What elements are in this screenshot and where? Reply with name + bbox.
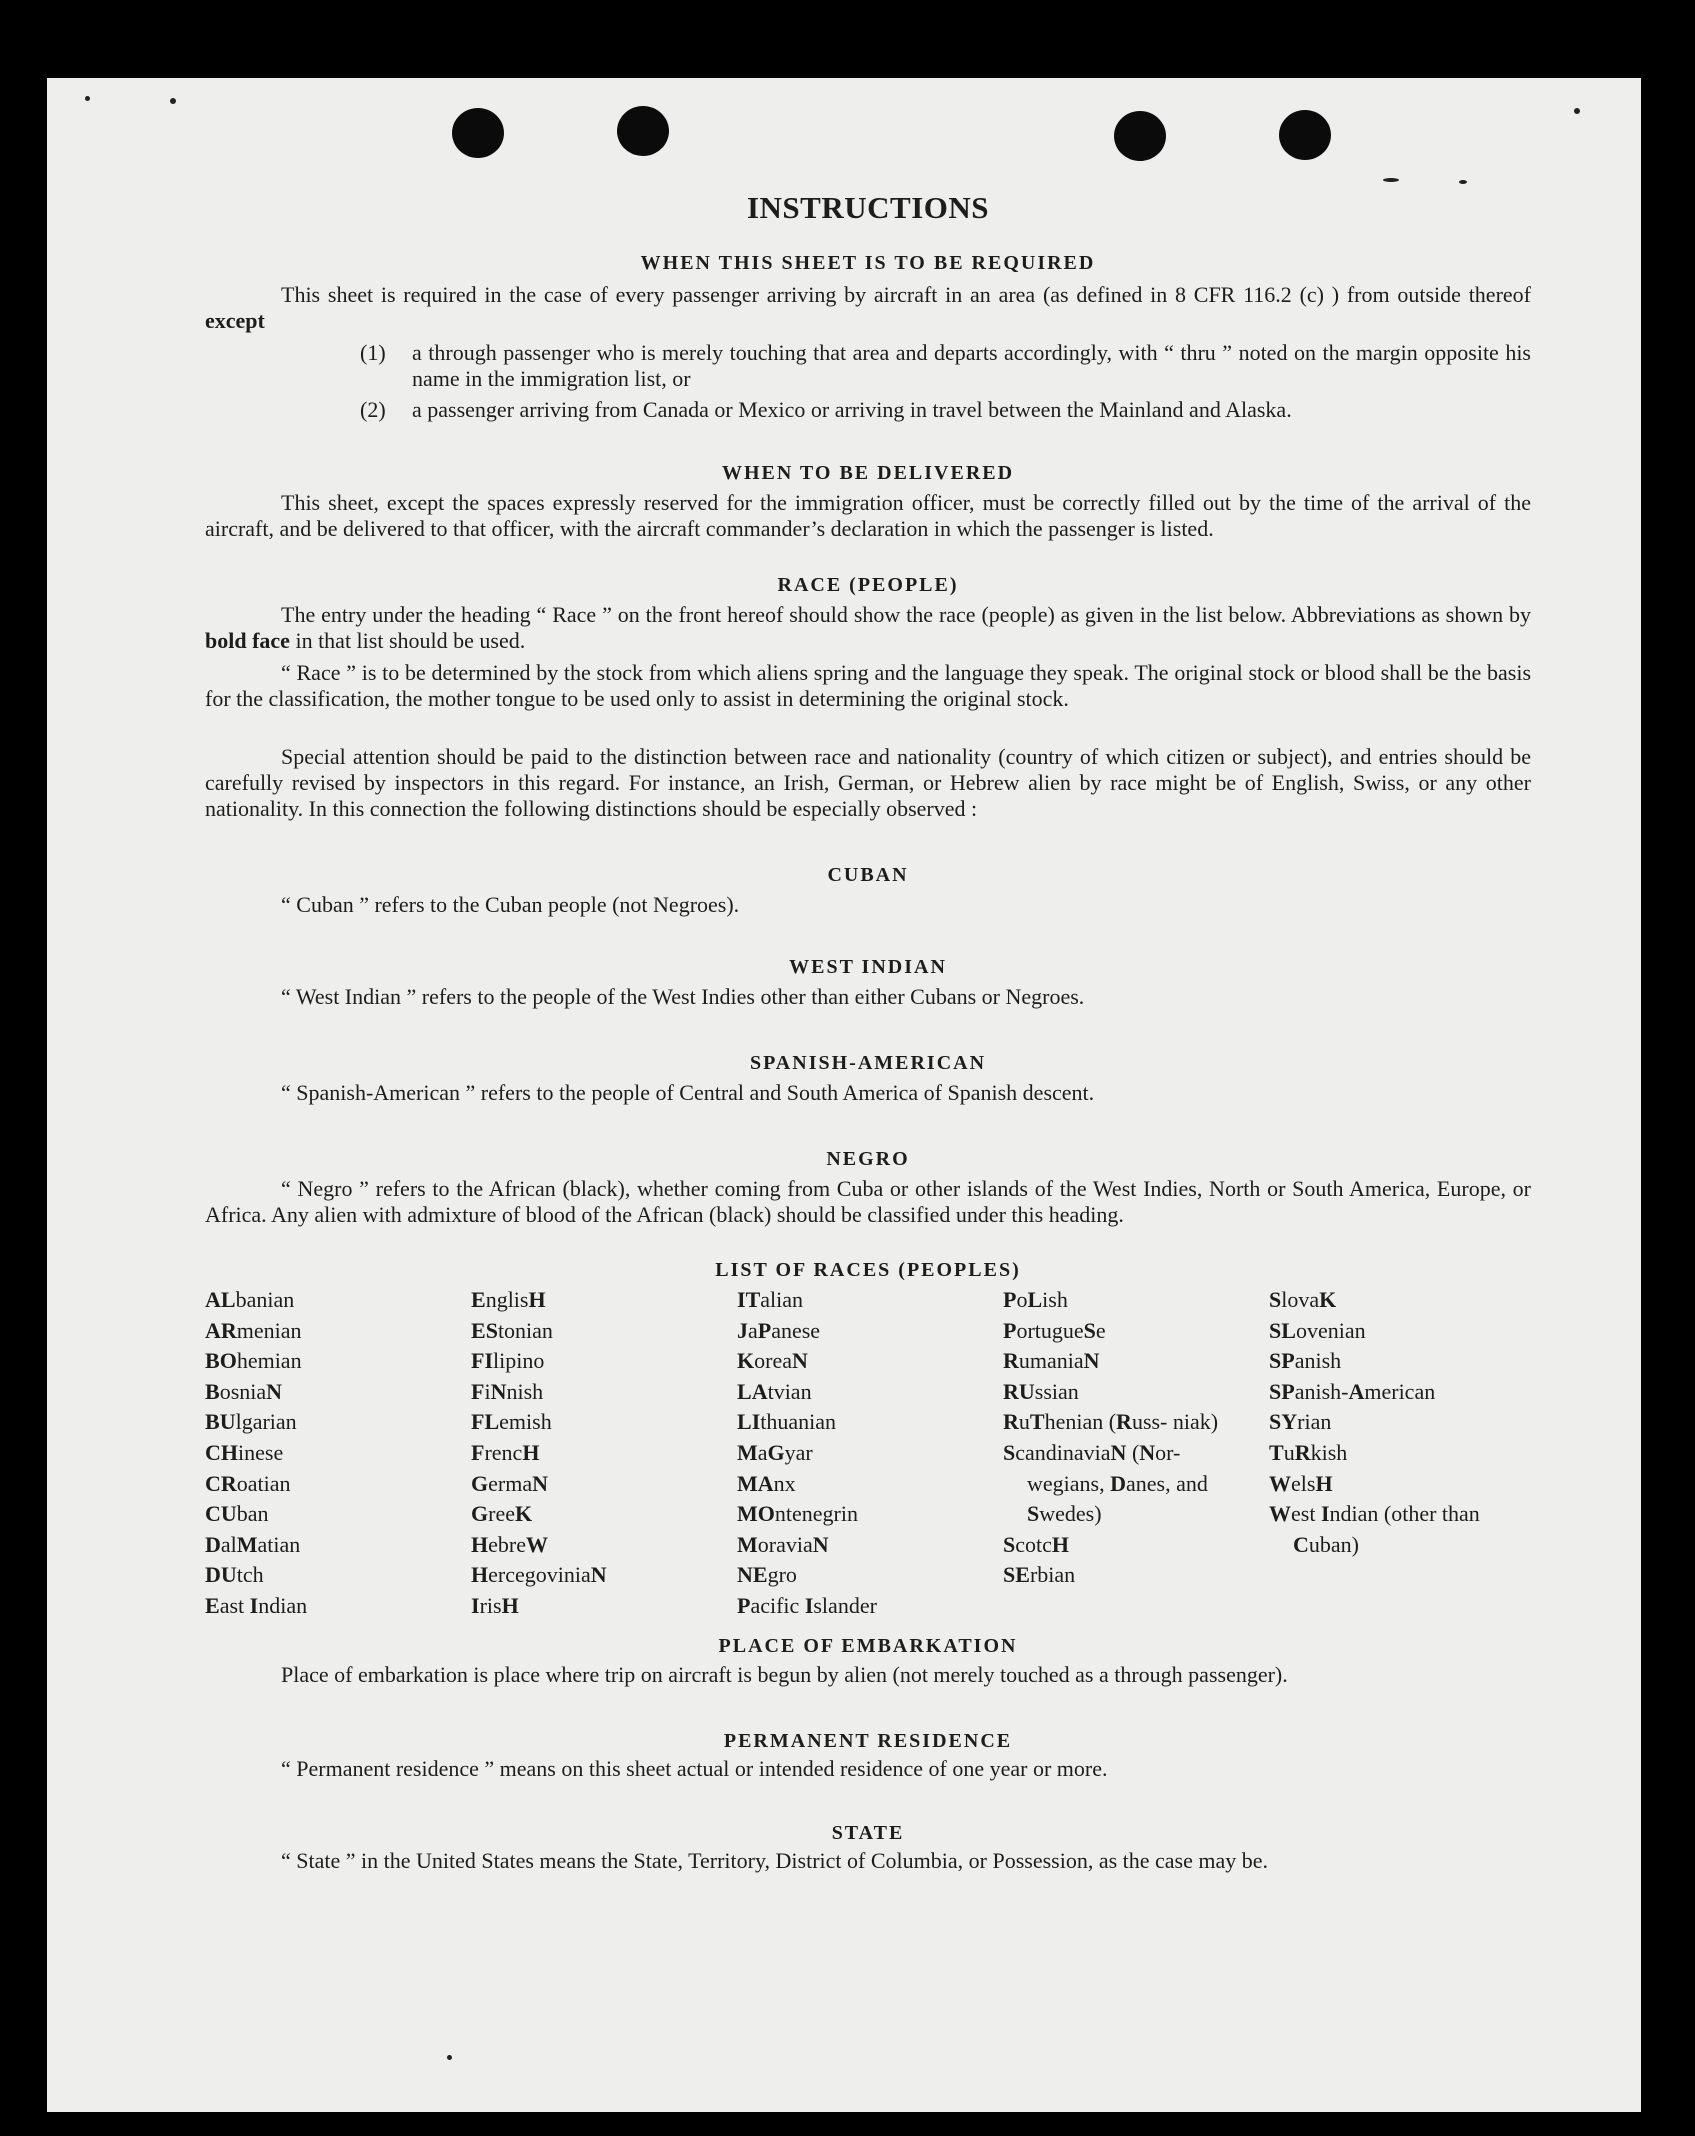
heading-race: RACE (PEOPLE) — [777, 574, 959, 596]
race-entry: West Indian (other than Cuban) — [1269, 1501, 1480, 1557]
race-entry: CRoatian — [205, 1470, 291, 1496]
race-paragraph-2: “ Race ” is to be determined by the stock from which aliens spring and the language they speak. The original stock or blood shall be the basis for the classification, the mother tongue to be used only to assist in determining the original stock. — [205, 660, 1531, 711]
embarkation-text: Place of embarkation is place where trip on aircraft is begun by alien (not merely touched as a through passenger). — [281, 1662, 1288, 1687]
document-sheet — [47, 78, 1641, 2112]
race-entry: MAnx — [737, 1470, 796, 1496]
race-entry: SlovaK — [1269, 1287, 1337, 1312]
heading-state: STATE — [831, 1822, 905, 1844]
heading-west-indian: WEST INDIAN — [789, 956, 947, 978]
race-entry: ScandinaviaN (Nor- wegians, Danes, and Swedes) — [1003, 1439, 1208, 1527]
required-intro: This sheet is required in the case of every passenger arriving by aircraft in an area (as defined in 8 CFR 116.2 (c) ) from outside thereof except — [205, 282, 1531, 333]
race-entry: GreeK — [471, 1501, 533, 1527]
race-entry: FLemish — [471, 1409, 552, 1435]
race-entry: NEgro — [737, 1562, 797, 1588]
cuban-text: “ Cuban ” refers to the Cuban people (not Negroes). — [281, 892, 740, 917]
scan-speck — [447, 2055, 452, 2060]
race-entry: BosniaN — [205, 1378, 283, 1404]
heading-embarkation: PLACE OF EMBARKATION — [718, 1635, 1018, 1657]
heading-spanish-american: SPANISH-AMERICAN — [749, 1052, 987, 1074]
race-entry: IrisH — [471, 1592, 519, 1618]
heading-permanent-residence: PERMANENT RESIDENCE — [723, 1730, 1013, 1752]
race-entry: KoreaN — [737, 1348, 808, 1374]
race-entry: RumaniaN — [1003, 1348, 1100, 1374]
race-entry: WelsH — [1269, 1470, 1333, 1496]
heading-cuban: CUBAN — [827, 864, 909, 886]
exception-item-1: (1) a through passenger who is merely touching that area and departs accordingly, with “ thru ” noted on the margin opposite his name in the immigration list, or — [360, 340, 1531, 391]
race-entry: EnglisH — [471, 1287, 546, 1312]
heading-when-delivered: WHEN TO BE DELIVERED — [721, 462, 1015, 484]
race-entry: RuThenian (Russ- niak) — [1003, 1409, 1219, 1435]
punch-hole — [617, 106, 669, 156]
scan-speck — [170, 98, 176, 104]
race-entry: Pacific Islander — [737, 1592, 877, 1618]
race-entry: FrencH — [471, 1439, 540, 1465]
race-entry: EStonian — [471, 1317, 553, 1343]
race-entry: GermaN — [471, 1470, 548, 1496]
punch-hole — [1114, 111, 1166, 161]
race-entry: ARmenian — [205, 1317, 302, 1343]
race-entry: BUlgarian — [205, 1409, 297, 1435]
exception-item-2: (2) a passenger arriving from Canada or Mexico or arriving in travel between the Mainland and Alaska. — [360, 397, 1292, 422]
race-entry: FIlipino — [471, 1348, 545, 1374]
spanish-american-text: “ Spanish-American ” refers to the people of Central and South America of Spanish descent. — [281, 1080, 1095, 1105]
race-entry: DUtch — [205, 1562, 264, 1588]
race-entry: BOhemian — [205, 1348, 302, 1374]
race-entry: DalMatian — [205, 1531, 301, 1557]
race-entry: CHinese — [205, 1439, 284, 1465]
race-entry: ScotcH — [1003, 1531, 1070, 1557]
heading-negro: NEGRO — [826, 1148, 910, 1170]
heading-list-of-races: LIST OF RACES (PEOPLES) — [715, 1259, 1021, 1281]
race-paragraph-3: Special attention should be paid to the distinction between race and nationality (country of which citizen or subject), and entries should be carefully revised by inspectors in this regard. For instance, an Irish, German, or Hebrew alien by race might be of English, Swiss, or any other nationality. In this connection the following distinctions should be especially observed : — [205, 744, 1531, 821]
race-entry: TuRkish — [1269, 1439, 1348, 1465]
race-entry: LIthuanian — [737, 1409, 837, 1435]
scan-speck — [1459, 180, 1467, 184]
scan-speck — [85, 96, 90, 101]
races-column — [205, 1285, 455, 1622]
race-entry: ALbanian — [205, 1287, 295, 1312]
race-entry: HebreW — [471, 1531, 548, 1557]
race-entry: SLovenian — [1269, 1317, 1366, 1343]
race-entry: RUssian — [1003, 1378, 1079, 1404]
race-entry: CUban — [205, 1501, 269, 1527]
races-column — [471, 1285, 721, 1622]
west-indian-text: “ West Indian ” refers to the people of the West Indies other than either Cubans or Negroes. — [281, 984, 1085, 1009]
races-column — [1003, 1285, 1233, 1591]
race-paragraph-1: The entry under the heading “ Race ” on the front hereof should show the race (people) as given in the list below. Abbreviations as shown by bold face in that list should be used. — [205, 602, 1531, 653]
race-entry: MOntenegrin — [737, 1501, 858, 1527]
page-title: INSTRUCTIONS — [746, 190, 989, 225]
race-entry: PortugueSe — [1003, 1317, 1106, 1343]
punch-hole — [452, 108, 504, 158]
race-entry: East Indian — [205, 1592, 308, 1618]
scan-speck — [1574, 108, 1580, 114]
residence-text: “ Permanent residence ” means on this sheet actual or intended residence of one year or more. — [281, 1756, 1108, 1781]
race-entry: SPanish — [1269, 1348, 1342, 1374]
race-entry: HercegoviniaN — [471, 1562, 607, 1588]
race-entry: ITalian — [737, 1287, 804, 1312]
race-entry: FiNnish — [471, 1378, 544, 1404]
race-entry: LAtvian — [737, 1378, 812, 1404]
heading-when-required: WHEN THIS SHEET IS TO BE REQUIRED — [640, 252, 1096, 274]
negro-text: “ Negro ” refers to the African (black), whether coming from Cuba or other islands of the West Indies, North or South America, Europe, or Africa. Any alien with admixture of blood of the African (black) should be classified under this heading. — [205, 1176, 1531, 1227]
races-column — [737, 1285, 987, 1622]
race-entry: SPanish-American — [1269, 1378, 1436, 1404]
delivered-text: This sheet, except the spaces expressly reserved for the immigration officer, must be correctly filled out by the time of the arrival of the aircraft, and be delivered to that officer, with the aircraft commander’s declaration in which the passenger is listed. — [205, 490, 1531, 541]
race-entry: PoLish — [1003, 1287, 1068, 1312]
races-list — [205, 1285, 1531, 1625]
race-entry: MoraviaN — [737, 1531, 829, 1557]
races-column — [1269, 1285, 1531, 1560]
race-entry: MaGyar — [737, 1439, 813, 1465]
race-entry: SErbian — [1003, 1562, 1076, 1588]
race-entry: SYrian — [1269, 1409, 1332, 1435]
race-entry: JaPanese — [737, 1317, 821, 1343]
scan-speck — [1383, 178, 1399, 182]
punch-hole — [1279, 110, 1331, 160]
state-text: “ State ” in the United States means the State, Territory, District of Columbia, or Possession, as the case may be. — [281, 1848, 1269, 1873]
